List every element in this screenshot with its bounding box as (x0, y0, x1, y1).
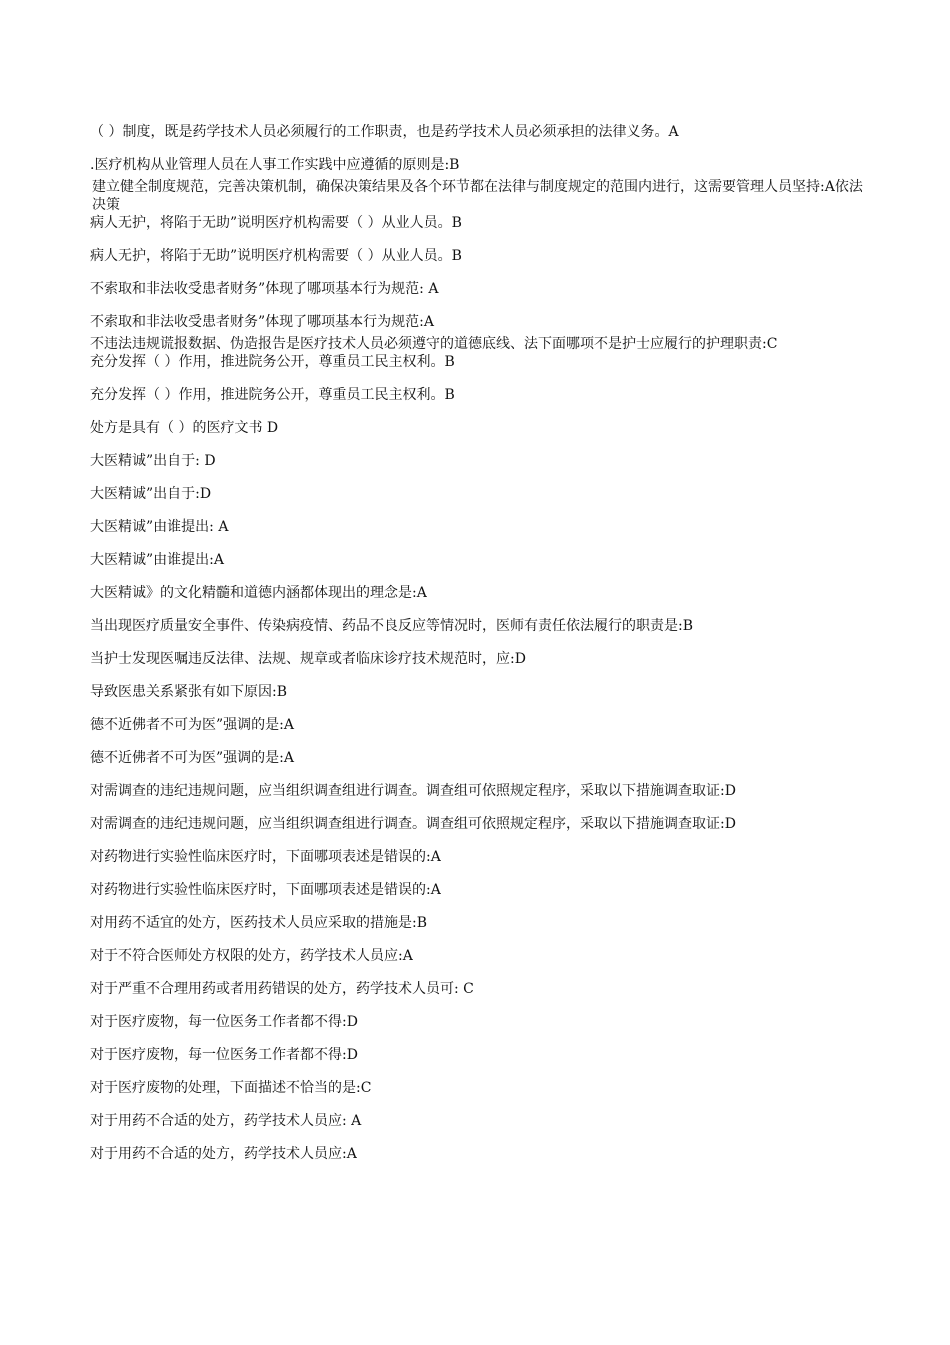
question-line-22: 对需调查的违纪违规问题，应当组织调查组进行调查。调查组可依照规定程序，采取以下措施调查取证:D (90, 783, 736, 799)
question-line-27: 对于不符合医师处方权限的处方，药学技术人员应:A (90, 948, 413, 964)
question-line-18: 当护士发现医嘱违反法律、法规、规章或者临床诊疗技术规范时，应:D (90, 651, 526, 667)
question-line-14: 大医精诚”由谁提出: A (90, 519, 229, 535)
question-line-15: 大医精诚”由谁提出:A (90, 552, 224, 568)
question-line-1: （ ）制度，既是药学技术人员必须履行的工作职责，也是药学技术人员必须承担的法律义务。A (90, 124, 679, 140)
question-line-32: 对于用药不合适的处方，药学技术人员应: A (90, 1113, 362, 1129)
question-line-29: 对于医疗废物，每一位医务工作者都不得:D (90, 1014, 358, 1030)
question-line-3: 建立健全制度规范，完善决策机制，确保决策结果及各个环节都在法律与制度规定的范围内进行，这需要管理人员坚持:A依法决策 (92, 179, 863, 213)
question-line-11: 处方是具有（ ）的医疗文书 D (90, 420, 279, 436)
question-line-4: 病人无护，将陷于无助”说明医疗机构需要（ ）从业人员。B (90, 215, 462, 231)
question-list (90, 123, 865, 1163)
question-line-7: 不索取和非法收受患者财务”体现了哪项基本行为规范:A (90, 314, 434, 330)
question-line-13: 大医精诚”出自于:D (90, 486, 212, 502)
question-line-33: 对于用药不合适的处方，药学技术人员应:A (90, 1146, 357, 1162)
question-line-24: 对药物进行实验性临床医疗时，下面哪项表述是错误的:A (90, 849, 441, 865)
question-line-6: 不索取和非法收受患者财务”体现了哪项基本行为规范: A (90, 281, 439, 297)
question-line-28: 对于严重不合理用药或者用药错误的处方，药学技术人员可: C (90, 981, 474, 997)
question-line-20: 德不近佛者不可为医”强调的是:A (90, 717, 294, 733)
question-line-26: 对用药不适宜的处方，医药技术人员应采取的措施是:B (90, 915, 428, 931)
question-line-2: .医疗机构从业管理人员在人事工作实践中应遵循的原则是:B (90, 157, 460, 173)
question-line-5: 病人无护，将陷于无助”说明医疗机构需要（ ）从业人员。B (90, 248, 462, 264)
question-line-17: 当出现医疗质量安全事件、传染病疫情、药品不良反应等情况时，医师有责任依法履行的职责是:B (90, 618, 694, 634)
question-line-16: 大医精诚》的文化精髓和道德内涵都体现出的理念是:A (90, 585, 427, 601)
question-line-12: 大医精诚”出自于: D (90, 453, 216, 469)
question-line-10: 充分发挥（ ）作用，推进院务公开，尊重员工民主权利。B (90, 387, 455, 403)
question-line-21: 德不近佛者不可为医”强调的是:A (90, 750, 294, 766)
question-line-9: 充分发挥（ ）作用，推进院务公开，尊重员工民主权利。B (90, 354, 455, 370)
question-line-23: 对需调查的违纪违规问题，应当组织调查组进行调查。调查组可依照规定程序，采取以下措施调查取证:D (90, 816, 736, 832)
question-line-31: 对于医疗废物的处理，下面描述不恰当的是:C (90, 1080, 372, 1096)
question-line-8: 不违法违规谎报数据、伪造报告是医疗技术人员必须遵守的道德底线、法下面哪项不是护士应履行的护理职责:C (90, 336, 778, 352)
question-line-19: 导致医患关系紧张有如下原因:B (90, 684, 288, 700)
question-line-30: 对于医疗废物，每一位医务工作者都不得:D (90, 1047, 358, 1063)
question-line-25: 对药物进行实验性临床医疗时，下面哪项表述是错误的:A (90, 882, 441, 898)
